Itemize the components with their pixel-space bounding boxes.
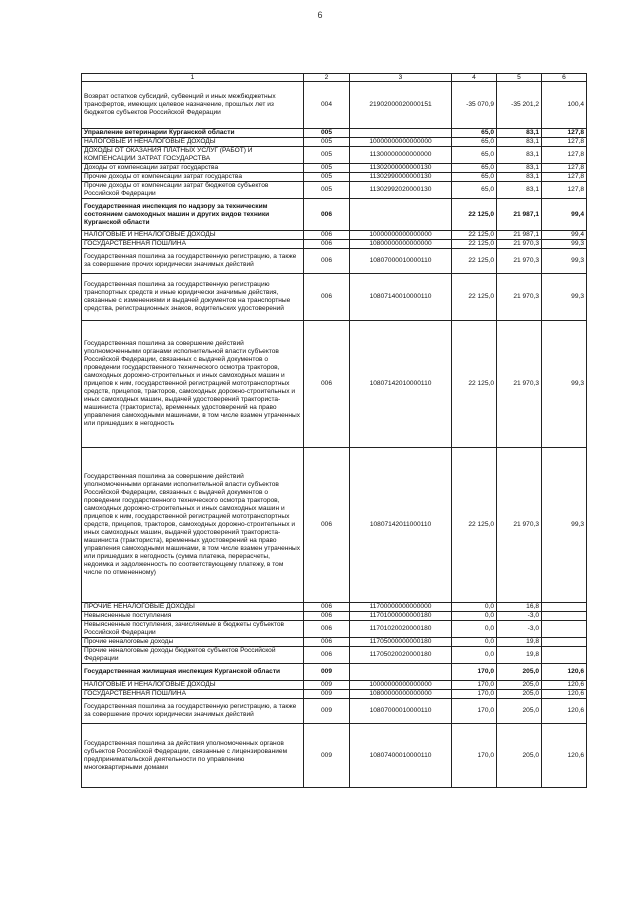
row-plan: 65,0 [452, 182, 497, 199]
header-cell: 6 [542, 74, 587, 82]
row-fact: 21 970,3 [497, 240, 542, 249]
table-row [82, 182, 587, 199]
table-row [82, 173, 587, 182]
row-fact: 205,0 [497, 724, 542, 788]
table-row [82, 690, 587, 699]
row-percent: 127,8 [542, 147, 587, 164]
row-name: Государственная жилищная инспекция Курганской области [82, 664, 304, 681]
row-plan: 170,0 [452, 724, 497, 788]
row-kbk: 11701000000000180 [350, 612, 452, 621]
row-code: 004 [304, 82, 350, 129]
row-fact: 21 970,3 [497, 274, 542, 321]
row-code: 006 [304, 603, 350, 612]
table-row [82, 138, 587, 147]
row-code: 006 [304, 612, 350, 621]
row-plan: 22 125,0 [452, 321, 497, 448]
row-name: Управление ветеринарии Курганской области [82, 129, 304, 138]
row-fact: 205,0 [497, 690, 542, 699]
row-code: 009 [304, 724, 350, 788]
row-name: НАЛОГОВЫЕ И НЕНАЛОГОВЫЕ ДОХОДЫ [82, 231, 304, 240]
table-row [82, 612, 587, 621]
row-name: Прочие доходы от компенсации затрат бюджетов субъектов Российской Федерации [82, 182, 304, 199]
row-percent: 99,4 [542, 199, 587, 231]
row-name: Невыясненные поступления [82, 612, 304, 621]
row-percent [542, 638, 587, 647]
row-fact: 83,1 [497, 164, 542, 173]
row-kbk: 10000000000000000 [350, 138, 452, 147]
table-row [82, 129, 587, 138]
table-row [82, 231, 587, 240]
row-fact: 21 987,1 [497, 199, 542, 231]
row-name: Государственная пошлина за совершение действий уполномоченными органами исполнительной власти субъектов Российской Федерации, связанных с выдачей документов о проведении государственного технического осмотра тракторов, самоходных дорожно-строительных и иных самоходных машин и прицепов к ним, государственной регистрацией мототранспортных средств, прицепов, тракторов, самоходных дорожно-строительных и иных самоходных машин, выдачей удостоверений тракториста-машиниста (тракториста), временных удостоверений на право управления самоходными машинами, в том числе взамен утраченных или пришедших в негодность [82, 321, 304, 448]
table-row [82, 240, 587, 249]
row-kbk: 11705020020000180 [350, 647, 452, 664]
row-plan: 65,0 [452, 164, 497, 173]
row-percent [542, 621, 587, 638]
row-name: Возврат остатков субсидий, субвенций и иных межбюджетных трансфертов, имеющих целевое назначение, прошлых лет из бюджетов субъектов Российской Федерации [82, 82, 304, 129]
row-fact: -3,0 [497, 621, 542, 638]
table-row [82, 638, 587, 647]
row-code: 009 [304, 664, 350, 681]
row-percent: 99,4 [542, 231, 587, 240]
row-kbk: 10807140010000110 [350, 274, 452, 321]
row-kbk [350, 129, 452, 138]
row-fact: 16,8 [497, 603, 542, 612]
table-row [82, 699, 587, 724]
row-name: ГОСУДАРСТВЕННАЯ ПОШЛИНА [82, 690, 304, 699]
row-kbk: 10807142010000110 [350, 321, 452, 448]
revenue-table [81, 73, 587, 788]
header-cell: 1 [82, 74, 304, 82]
table-row [82, 164, 587, 173]
row-plan: 22 125,0 [452, 249, 497, 274]
row-kbk: 11701020020000180 [350, 621, 452, 638]
row-fact: -35 201,2 [497, 82, 542, 129]
row-name: Прочие доходы от компенсации затрат государства [82, 173, 304, 182]
row-percent: 99,3 [542, 240, 587, 249]
row-plan: 0,0 [452, 612, 497, 621]
row-kbk [350, 664, 452, 681]
header-cell: 2 [304, 74, 350, 82]
row-kbk: 21902000020000151 [350, 82, 452, 129]
row-kbk: 10807000010000110 [350, 699, 452, 724]
row-plan: 0,0 [452, 638, 497, 647]
row-plan: 65,0 [452, 173, 497, 182]
table-row [82, 603, 587, 612]
row-kbk: 11302992020000130 [350, 182, 452, 199]
row-code: 005 [304, 173, 350, 182]
row-code: 006 [304, 321, 350, 448]
header-row [82, 74, 587, 82]
table-row [82, 448, 587, 603]
row-percent: 120,6 [542, 724, 587, 788]
table-row [82, 647, 587, 664]
row-fact: 205,0 [497, 664, 542, 681]
row-name: Государственная инспекция по надзору за техническим состоянием самоходных машин и других видов техники Курганской области [82, 199, 304, 231]
row-kbk: 10807142011000110 [350, 448, 452, 603]
row-fact: -3,0 [497, 612, 542, 621]
row-percent: 127,8 [542, 129, 587, 138]
row-percent: 99,3 [542, 249, 587, 274]
row-plan: 22 125,0 [452, 448, 497, 603]
row-percent: 120,6 [542, 699, 587, 724]
row-code: 006 [304, 647, 350, 664]
row-name: Государственная пошлина за государственную регистрацию транспортных средств и иные юридически значимые действия, связанные с изменениями и выдачей документов на транспортные средства, регистрационных знаков, водительских удостоверений [82, 274, 304, 321]
header-cell: 3 [350, 74, 452, 82]
row-code: 005 [304, 138, 350, 147]
row-code: 005 [304, 147, 350, 164]
row-code: 009 [304, 690, 350, 699]
row-plan: 22 125,0 [452, 274, 497, 321]
row-name: Государственная пошлина за государственную регистрацию, а также за совершение прочих юридически значимых действий [82, 699, 304, 724]
row-code: 006 [304, 638, 350, 647]
row-kbk [350, 199, 452, 231]
row-plan: -35 070,9 [452, 82, 497, 129]
row-fact: 83,1 [497, 129, 542, 138]
row-plan: 22 125,0 [452, 231, 497, 240]
row-code: 009 [304, 681, 350, 690]
row-percent: 99,3 [542, 448, 587, 603]
table-row [82, 621, 587, 638]
row-code: 006 [304, 621, 350, 638]
row-fact: 21 970,3 [497, 249, 542, 274]
page-number: 6 [317, 10, 323, 20]
table-row [82, 724, 587, 788]
row-fact: 19,8 [497, 647, 542, 664]
row-plan: 170,0 [452, 681, 497, 690]
row-name: НАЛОГОВЫЕ И НЕНАЛОГОВЫЕ ДОХОДЫ [82, 138, 304, 147]
row-name: Государственная пошлина за совершение действий уполномоченными органами исполнительной власти субъектов Российской Федерации, связанных с выдачей документов о проведении государственного технического осмотра тракторов, самоходных дорожно-строительных и иных самоходных машин и прицепов к ним, государственной регистрацией мототранспортных средств, прицепов, тракторов, самоходных дорожно-строительных и иных самоходных машин, выдачей удостоверений тракториста-машиниста (тракториста), временных удостоверений на право управления самоходными машинами, в том числе взамен утраченных или пришедших в негодность (сумма платежа, перерасчеты, недоимка и задолженность по соответствующему платежу, в том числе по отмененному) [82, 448, 304, 603]
table-row [82, 321, 587, 448]
row-plan: 0,0 [452, 621, 497, 638]
row-plan: 22 125,0 [452, 199, 497, 231]
row-plan: 65,0 [452, 129, 497, 138]
row-kbk: 10800000000000000 [350, 240, 452, 249]
row-name: Прочие неналоговые доходы бюджетов субъектов Российской Федерации [82, 647, 304, 664]
table-row [82, 82, 587, 129]
row-fact: 83,1 [497, 173, 542, 182]
row-code: 006 [304, 231, 350, 240]
row-kbk: 10000000000000000 [350, 231, 452, 240]
row-name: Государственная пошлина за государственную регистрацию, а также за совершение прочих юридически значимых действий [82, 249, 304, 274]
row-plan: 0,0 [452, 603, 497, 612]
row-plan: 65,0 [452, 147, 497, 164]
row-kbk: 11700000000000000 [350, 603, 452, 612]
row-percent: 127,8 [542, 164, 587, 173]
row-percent: 120,6 [542, 681, 587, 690]
row-percent: 120,6 [542, 690, 587, 699]
row-name: Прочие неналоговые доходы [82, 638, 304, 647]
row-plan: 65,0 [452, 138, 497, 147]
row-name: Невыясненные поступления, зачисляемые в бюджеты субъектов Российской Федерации [82, 621, 304, 638]
row-kbk: 11302990000000130 [350, 173, 452, 182]
row-fact: 21 970,3 [497, 448, 542, 603]
row-name: Государственная пошлина за действия уполномоченных органов субъектов Российской Федерации, связанные с лицензированием предпринимательской деятельности по управлению многоквартирными домами [82, 724, 304, 788]
row-fact: 205,0 [497, 699, 542, 724]
row-kbk: 10807000010000110 [350, 249, 452, 274]
row-fact: 21 987,1 [497, 231, 542, 240]
row-plan: 170,0 [452, 699, 497, 724]
row-fact: 83,1 [497, 182, 542, 199]
row-plan: 0,0 [452, 647, 497, 664]
row-percent: 120,6 [542, 664, 587, 681]
row-code: 005 [304, 129, 350, 138]
row-fact: 83,1 [497, 138, 542, 147]
row-fact: 19,8 [497, 638, 542, 647]
row-percent: 100,4 [542, 82, 587, 129]
header-cell: 4 [452, 74, 497, 82]
table-row [82, 249, 587, 274]
row-name: Доходы от компенсации затрат государства [82, 164, 304, 173]
row-percent: 99,3 [542, 274, 587, 321]
row-code: 006 [304, 240, 350, 249]
row-code: 005 [304, 182, 350, 199]
row-fact: 83,1 [497, 147, 542, 164]
row-plan: 170,0 [452, 690, 497, 699]
row-name: ПРОЧИЕ НЕНАЛОГОВЫЕ ДОХОДЫ [82, 603, 304, 612]
row-kbk: 10000000000000000 [350, 681, 452, 690]
row-code: 009 [304, 699, 350, 724]
table-row [82, 681, 587, 690]
row-fact: 21 970,3 [497, 321, 542, 448]
row-percent: 127,8 [542, 138, 587, 147]
row-plan: 22 125,0 [452, 240, 497, 249]
row-percent [542, 612, 587, 621]
row-name: ГОСУДАРСТВЕННАЯ ПОШЛИНА [82, 240, 304, 249]
row-code: 005 [304, 164, 350, 173]
row-code: 006 [304, 199, 350, 231]
row-name: НАЛОГОВЫЕ И НЕНАЛОГОВЫЕ ДОХОДЫ [82, 681, 304, 690]
row-kbk: 10807400010000110 [350, 724, 452, 788]
table-row [82, 274, 587, 321]
row-name: ДОХОДЫ ОТ ОКАЗАНИЯ ПЛАТНЫХ УСЛУГ (РАБОТ) И КОМПЕНСАЦИИ ЗАТРАТ ГОСУДАРСТВА [82, 147, 304, 164]
row-percent: 127,8 [542, 182, 587, 199]
header-cell: 5 [497, 74, 542, 82]
row-kbk: 11302000000000130 [350, 164, 452, 173]
row-percent: 127,8 [542, 173, 587, 182]
row-code: 006 [304, 274, 350, 321]
row-plan: 170,0 [452, 664, 497, 681]
row-kbk: 11705000000000180 [350, 638, 452, 647]
row-fact: 205,0 [497, 681, 542, 690]
row-percent [542, 603, 587, 612]
row-percent: 99,3 [542, 321, 587, 448]
table-row [82, 147, 587, 164]
row-kbk: 10800000000000000 [350, 690, 452, 699]
row-kbk: 11300000000000000 [350, 147, 452, 164]
row-percent [542, 647, 587, 664]
table-row [82, 664, 587, 681]
row-code: 006 [304, 249, 350, 274]
table-row [82, 199, 587, 231]
row-code: 006 [304, 448, 350, 603]
